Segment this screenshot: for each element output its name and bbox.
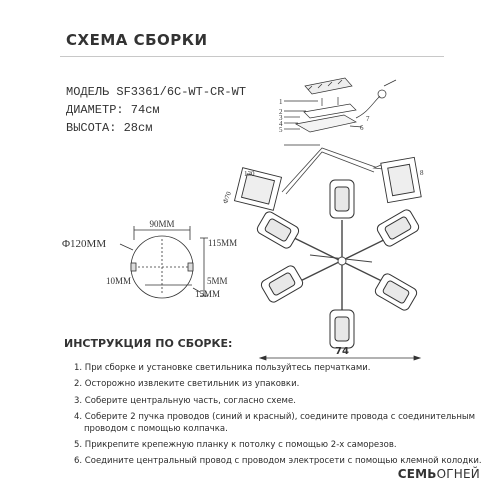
- canopy-exploded-diagram: [284, 78, 396, 145]
- part-number-8: 8: [420, 169, 424, 177]
- mount-bottom-label: 15ММ: [195, 289, 221, 299]
- screw-hole-right: [188, 263, 193, 271]
- shade-left: [234, 168, 281, 211]
- instruction-step-6: 6. Соедините центральный провод с проводом электросети с помощью клемной колодки.: [74, 456, 482, 467]
- spec-diameter: ДИАМЕТР: 74см: [66, 103, 160, 117]
- mount-depth-label: 115ММ: [208, 238, 238, 248]
- screw-hole-left: [131, 263, 136, 271]
- shade-lower-right: [374, 272, 419, 312]
- ceiling-hatch: [305, 78, 352, 94]
- brand-logo-bold: СЕМЬ: [397, 467, 437, 481]
- part-number-2: 2: [279, 108, 283, 116]
- canopy-cup: [296, 115, 356, 132]
- mount-left-label: 10ММ: [106, 276, 132, 286]
- part-number-7: 7: [366, 115, 370, 123]
- part-number-4: 4: [279, 120, 283, 128]
- shade-bottom: [330, 310, 354, 348]
- instructions-list: [74, 362, 482, 472]
- instruction-step-2: 2. Осторожно извлеките светильник из упаковки.: [74, 379, 300, 390]
- terminal-block: [378, 90, 386, 98]
- chandelier-shades: [256, 180, 421, 348]
- instruction-step-1: 1. При сборке и установке светильника пользуйтесь перчатками.: [74, 363, 371, 373]
- mount-width-label: 90ММ: [149, 219, 175, 229]
- spec-height: ВЫСОТА: 28см: [66, 121, 153, 135]
- shade-upper-right: [376, 208, 421, 248]
- page-title: СХЕМА СБОРКИ: [66, 31, 208, 49]
- shade-diameter-label: Φ70: [221, 190, 234, 205]
- part-number-1: 1: [279, 98, 283, 106]
- brand-logo: [398, 467, 480, 481]
- part-number-6: 6: [360, 124, 364, 132]
- instruction-step-3: 3. Соберите центральную часть, согласно схеме.: [74, 395, 296, 406]
- shade-lower-left: [260, 264, 305, 304]
- shade-height-label: 130: [244, 170, 255, 178]
- mount-screw-label: 5ММ: [207, 276, 228, 286]
- shade-upper-left: [256, 210, 301, 250]
- mount-diameter-label: Φ120ММ: [62, 238, 107, 250]
- spec-model: МОДЕЛЬ SF3361/6C-WT-CR-WT: [66, 85, 247, 99]
- overall-width-label: 74: [335, 346, 349, 357]
- instruction-step-5: 5. Прикрепите крепежную планку к потолку с помощью 2-х саморезов.: [74, 440, 397, 451]
- instruction-step-4-continued: проводом с помощью колпачка.: [84, 423, 228, 434]
- brand-logo-light: ОГНЕЙ: [436, 467, 480, 481]
- part-number-3: 3: [279, 114, 283, 122]
- shade-right: [381, 157, 421, 202]
- mount-bar: [304, 104, 356, 118]
- part-number-5: 5: [279, 126, 283, 134]
- shade-top: [330, 180, 354, 218]
- mount-plate-diagram: [120, 226, 208, 298]
- instructions-title: ИНСТРУКЦИЯ ПО СБОРКЕ:: [64, 337, 233, 350]
- instruction-step-4: 4. Соберите 2 пучка проводов (синий и красный), соедините провода с соединительным: [74, 411, 475, 422]
